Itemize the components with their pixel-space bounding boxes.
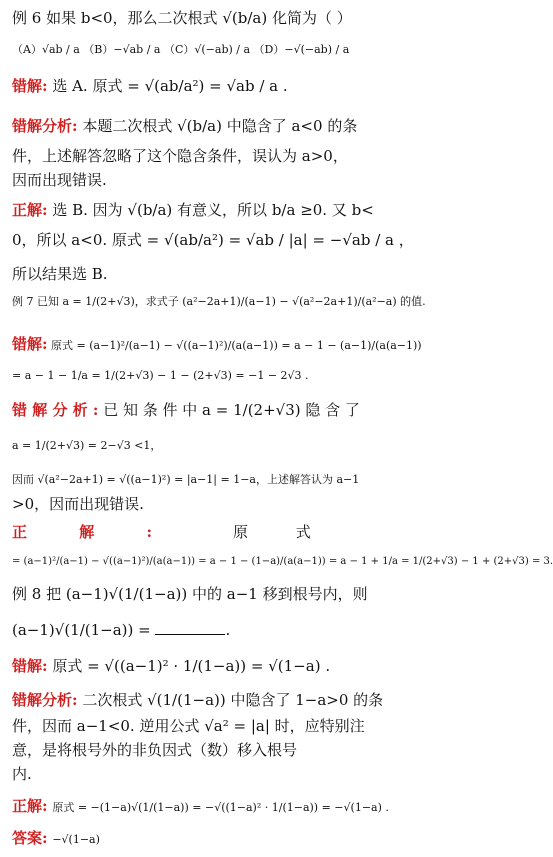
ex6-correct-solution-text: 选 B. 因为 √(b/a) 有意义，所以 b/a ≥0. 又 b< bbox=[52, 201, 374, 219]
ex7-wrong-solution bbox=[12, 334, 428, 356]
ex7-wrong-solution-text: 原式 = (a−1)²/(a−1) − √((a−1)²)/(a(a−1)) = a − 1 − (a−1)/(a(a−1)) bbox=[51, 339, 422, 352]
ex8-correct-solution bbox=[12, 796, 428, 818]
ex6-analysis-line-3: 因而出现错误. bbox=[12, 171, 107, 189]
label-answer: 答案: bbox=[12, 829, 48, 847]
ex8-wrong-analysis bbox=[12, 690, 428, 710]
example-8-question bbox=[12, 584, 428, 604]
ex8-correct-solution-text: 原式 = −(1−a)√(1/(1−a)) = −√((1−a)² · 1/(1−a)) = −√(1−a) . bbox=[52, 801, 389, 814]
label-wrong-solution: 错解: bbox=[12, 657, 48, 675]
ex6-conclusion: 所以结果选 B. bbox=[12, 265, 108, 283]
ex7-analysis-line-3: 因而 √(a²−2a+1) = √((a−1)²) = |a−1| = 1−a，上述解答认为 a−1 bbox=[12, 473, 360, 486]
example-8-blank-prefix: (a−1)√(1/(1−a)) = bbox=[12, 621, 156, 639]
answer-blank bbox=[155, 622, 225, 635]
ex8-answer-text: −√(1−a) bbox=[52, 833, 100, 846]
example-6-question: 例 6 如果 b<0，那么二次根式 √(b/a) 化简为（ ） bbox=[12, 9, 352, 27]
example-8-blank-line: (a−1)√(1/(1−a)) = . bbox=[12, 621, 231, 639]
ex8-analysis-line-2: 件，因而 a−1<0. 逆用公式 √a² = |a| 时，应特别注 bbox=[12, 717, 365, 735]
label-wrong-analysis: 错解分析: bbox=[12, 691, 78, 709]
ex8-analysis-line-4: 内. bbox=[12, 765, 32, 783]
ex7-wrong-analysis-text: 已 知 条 件 中 a = 1/(2+√3) 隐 含 了 bbox=[103, 401, 360, 419]
ex6-wrong-analysis-text: 本题二次根式 √(b/a) 中隐含了 a<0 的条 bbox=[82, 117, 358, 135]
ex8-wrong-analysis-text: 二次根式 √(1/(1−a)) 中隐含了 1−a>0 的条 bbox=[82, 691, 384, 709]
ex8-analysis-line-3: 意，是将根号外的非负因式（数）移入根号 bbox=[12, 741, 298, 759]
ex8-wrong-solution bbox=[12, 656, 428, 676]
example-8-question-text: 例 8 把 (a−1)√(1/(1−a)) 中的 a−1 移到根号内，则 bbox=[12, 585, 368, 603]
ex7-analysis-line-4: >0，因而出现错误. bbox=[12, 495, 144, 513]
label-wrong-solution: 错解: bbox=[12, 335, 48, 353]
ex7-wrong-solution-line-2: = a − 1 − 1/a = 1/(2+√3) − 1 − (2+√3) = −1 − 2√3 . bbox=[12, 369, 309, 382]
ex7-correct-solution-text: 原 式 bbox=[156, 523, 311, 541]
ex6-analysis-line-2: 件，上述解答忽略了这个隐含条件，误认为 a>0， bbox=[12, 147, 348, 165]
ex8-wrong-solution-text: 原式 = √((a−1)² · 1/(1−a)) = √(1−a) . bbox=[52, 657, 331, 675]
label-correct-solution: 正解: bbox=[12, 201, 48, 219]
ex6-correct-solution bbox=[12, 200, 428, 220]
label-wrong-analysis: 错 解 分 析 : bbox=[12, 401, 99, 419]
label-correct-solution: 正解: bbox=[12, 797, 48, 815]
ex6-wrong-analysis bbox=[12, 116, 428, 136]
ex6-wrong-solution-text: 选 A. 原式 = √(ab/a²) = √ab / a . bbox=[52, 77, 288, 95]
ex6-wrong-solution bbox=[12, 76, 428, 96]
ex7-analysis-line-2: a = 1/(2+√3) = 2−√3 <1， bbox=[12, 439, 162, 452]
label-correct-solution: 正 解 : bbox=[12, 523, 152, 541]
example-6-options: （A）√ab / a （B）−√ab / a （C）√(−ab) / a （D）−√(−ab) / a bbox=[12, 43, 350, 56]
example-7-question: 例 7 已知 a = 1/(2+√3)，求式子 (a²−2a+1)/(a−1) − √(a²−2a+1)/(a²−a) 的值. bbox=[12, 295, 426, 308]
ex6-correct-line-2: 0，所以 a<0. 原式 = √(ab/a²) = √ab / |a| = −√ab / a ， bbox=[12, 231, 414, 249]
label-wrong-solution: 错解: bbox=[12, 77, 48, 95]
ex7-wrong-analysis bbox=[12, 400, 428, 420]
ex7-correct-solution bbox=[12, 522, 428, 542]
ex7-correct-line-2: = (a−1)²/(a−1) − √((a−1)²)/(a(a−1)) = a − 1 − (1−a)/(a(a−1)) = a − 1 + 1/a = 1/(2+√3) − 1 + (2+√3) = 3. bbox=[12, 556, 553, 567]
ex8-answer bbox=[12, 828, 428, 850]
label-wrong-analysis: 错解分析: bbox=[12, 117, 78, 135]
